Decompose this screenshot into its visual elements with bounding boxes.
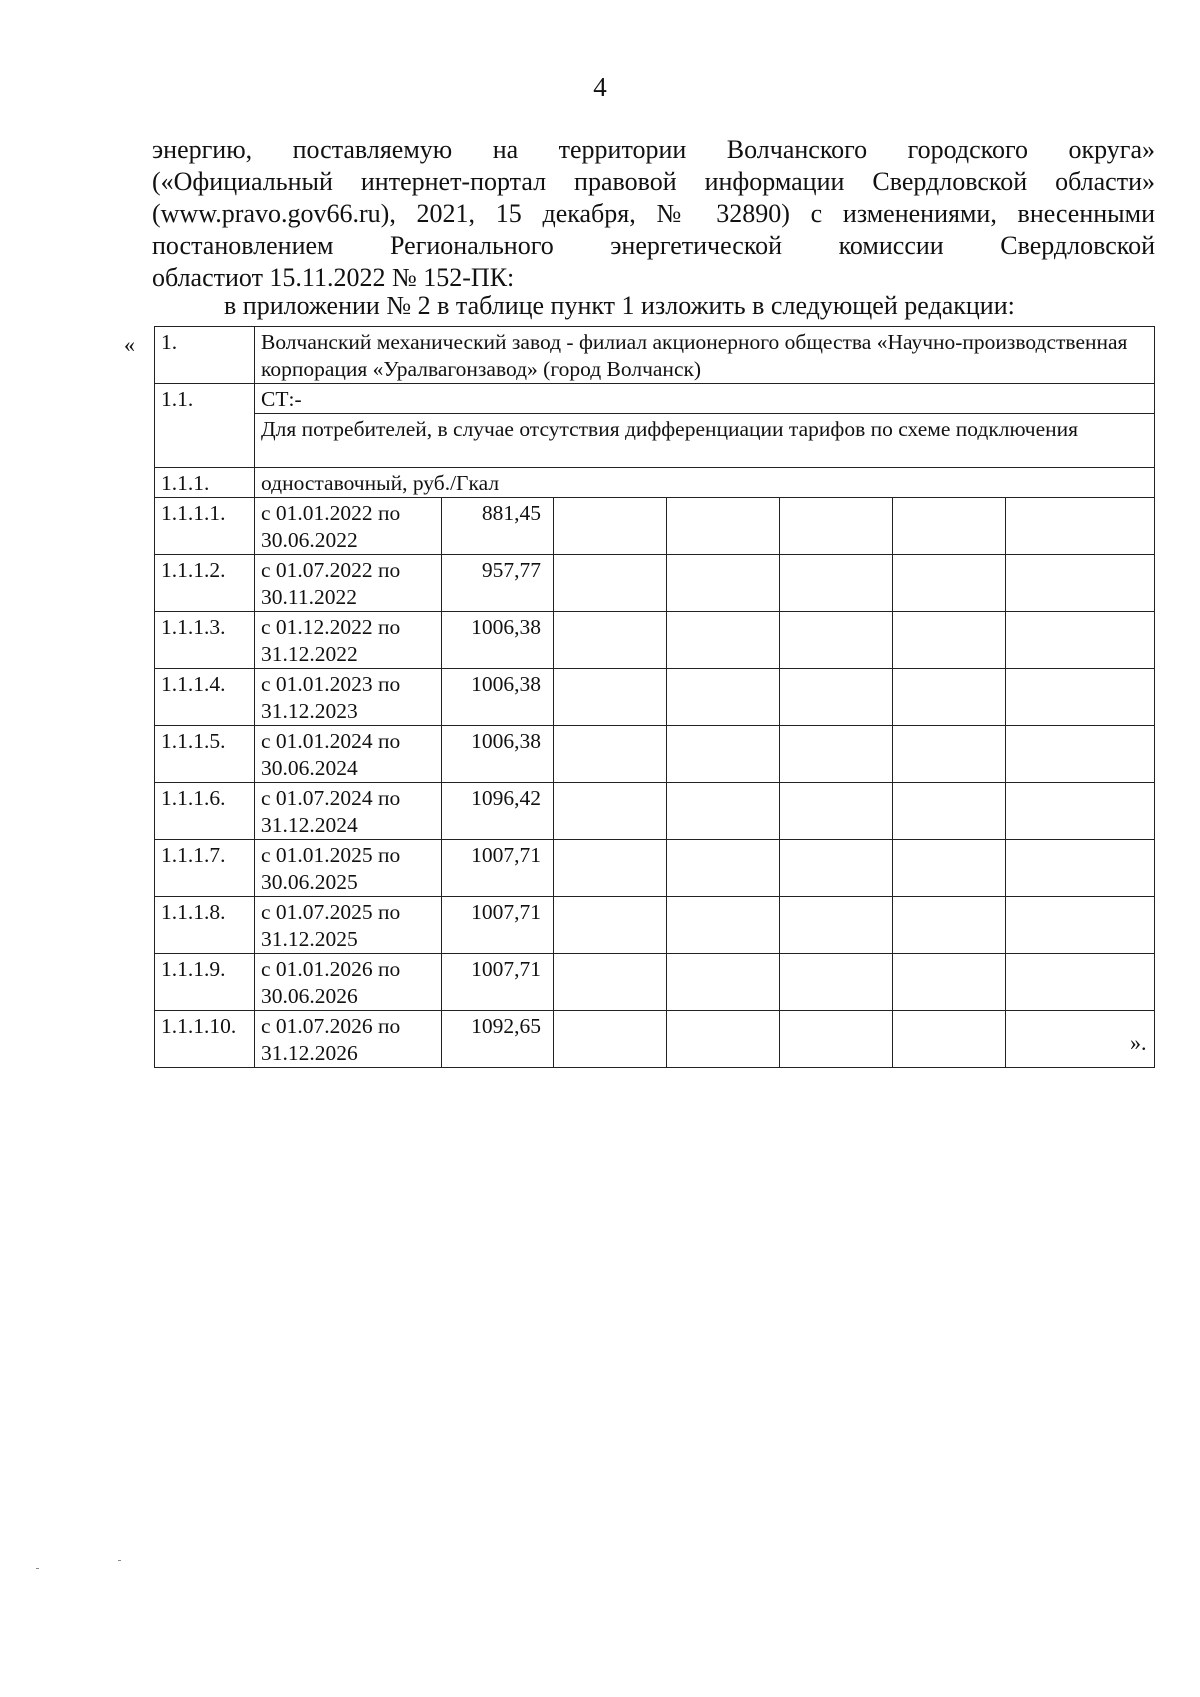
empty-cell <box>1006 669 1155 726</box>
empty-cell <box>667 726 780 783</box>
period-cell: с 01.07.2025 по 31.12.2025 <box>255 897 442 954</box>
empty-cell <box>780 669 893 726</box>
paragraph-line: постановлением Регионального энергетической комиссии Свердловской <box>152 231 1155 260</box>
empty-cell <box>554 669 667 726</box>
value-cell: 1007,71 <box>442 954 554 1011</box>
rate-type: одноставочный, руб./Гкал <box>255 468 1155 498</box>
empty-cell <box>667 897 780 954</box>
tariff-rows <box>155 498 1155 1068</box>
scan-mark <box>118 1560 121 1561</box>
empty-cell <box>667 1011 780 1068</box>
page-number: 4 <box>593 72 607 102</box>
empty-cell <box>1006 840 1155 897</box>
empty-cell <box>554 1011 667 1068</box>
empty-cell <box>1006 612 1155 669</box>
empty-cell <box>554 897 667 954</box>
empty-cell <box>893 897 1006 954</box>
value-cell: 1092,65 <box>442 1011 554 1068</box>
row-number: 1.1.1.4. <box>155 669 255 726</box>
empty-cell <box>780 612 893 669</box>
value-cell: 957,77 <box>442 555 554 612</box>
empty-cell <box>893 1011 1006 1068</box>
row-number: 1.1.1. <box>155 468 255 498</box>
empty-cell <box>1006 954 1155 1011</box>
table-row <box>155 954 1155 1011</box>
empty-cell <box>1006 555 1155 612</box>
period-cell: с 01.07.2022 по 30.11.2022 <box>255 555 442 612</box>
empty-cell <box>554 498 667 555</box>
empty-cell <box>667 612 780 669</box>
empty-cell <box>1006 897 1155 954</box>
empty-cell <box>554 726 667 783</box>
table-row-org <box>155 327 1155 384</box>
empty-cell <box>893 612 1006 669</box>
empty-cell <box>780 555 893 612</box>
row-number: 1.1.1.7. <box>155 840 255 897</box>
empty-cell <box>893 669 1006 726</box>
period-cell: с 01.01.2023 по 31.12.2023 <box>255 669 442 726</box>
paragraph-line: («Официальный интернет-портал правовой информации Свердловской области» <box>152 167 1155 196</box>
value-cell: 1007,71 <box>442 897 554 954</box>
empty-cell <box>893 726 1006 783</box>
period-cell: с 01.07.2024 по 31.12.2024 <box>255 783 442 840</box>
row-number: 1.1.1.9. <box>155 954 255 1011</box>
empty-cell <box>893 555 1006 612</box>
period-cell: с 01.07.2026 по 31.12.2026 <box>255 1011 442 1068</box>
empty-cell <box>1006 498 1155 555</box>
table-row <box>155 783 1155 840</box>
empty-cell <box>893 783 1006 840</box>
value-cell: 1007,71 <box>442 840 554 897</box>
row-number: 1.1.1.6. <box>155 783 255 840</box>
section-label: СТ:- <box>255 384 1155 414</box>
empty-cell <box>554 783 667 840</box>
opening-quote: « <box>124 332 135 357</box>
empty-cell <box>780 840 893 897</box>
value-cell: 1006,38 <box>442 669 554 726</box>
empty-cell <box>667 498 780 555</box>
empty-cell <box>667 783 780 840</box>
empty-cell <box>780 954 893 1011</box>
row-number: 1.1. <box>155 384 255 468</box>
period-cell: с 01.01.2025 по 30.06.2025 <box>255 840 442 897</box>
empty-cell <box>667 669 780 726</box>
table-row-section <box>155 384 1155 414</box>
table-row <box>155 1011 1155 1068</box>
row-number: 1.1.1.8. <box>155 897 255 954</box>
empty-cell <box>1006 783 1155 840</box>
table-row <box>155 840 1155 897</box>
period-cell: с 01.01.2022 по 30.06.2022 <box>255 498 442 555</box>
empty-cell <box>780 498 893 555</box>
empty-cell <box>667 840 780 897</box>
table-row <box>155 555 1155 612</box>
empty-cell <box>667 555 780 612</box>
intro-line: в приложении № 2 в таблице пункт 1 изложить в следующей редакции: <box>224 291 1015 320</box>
body-paragraph <box>152 134 1155 294</box>
empty-cell <box>554 954 667 1011</box>
scan-mark <box>36 1568 39 1569</box>
empty-cell <box>893 954 1006 1011</box>
row-number: 1.1.1.3. <box>155 612 255 669</box>
period-cell: с 01.12.2022 по 31.12.2022 <box>255 612 442 669</box>
paragraph-line: (www.pravo.gov66.ru), 2021, 15 декабря, № 32890) с изменениями, внесенными <box>152 199 1155 228</box>
empty-cell <box>780 897 893 954</box>
empty-cell <box>667 954 780 1011</box>
empty-cell <box>554 555 667 612</box>
value-cell: 1006,38 <box>442 612 554 669</box>
table-row <box>155 726 1155 783</box>
tariff-table <box>154 326 1155 1068</box>
empty-cell <box>780 726 893 783</box>
value-cell: 1006,38 <box>442 726 554 783</box>
row-number: 1.1.1.5. <box>155 726 255 783</box>
table-row <box>155 498 1155 555</box>
consumer-description: Для потребителей, в случае отсутствия дифференциации тарифов по схеме подключения <box>255 414 1155 468</box>
row-number: 1. <box>155 327 255 384</box>
table-row-rate <box>155 468 1155 498</box>
paragraph-line: областиот 15.11.2022 № 152-ПК: <box>152 263 515 292</box>
organization-name: Волчанский механический завод - филиал акционерного общества «Научно-производственная корпорация «Уралвагонзавод» (город Волчанск) <box>255 327 1155 384</box>
empty-cell <box>554 612 667 669</box>
empty-cell <box>893 840 1006 897</box>
table-row <box>155 669 1155 726</box>
value-cell: 881,45 <box>442 498 554 555</box>
period-cell: с 01.01.2024 по 30.06.2024 <box>255 726 442 783</box>
period-cell: с 01.01.2026 по 30.06.2026 <box>255 954 442 1011</box>
value-cell: 1096,42 <box>442 783 554 840</box>
row-number: 1.1.1.10. <box>155 1011 255 1068</box>
closing-quote: ». <box>1130 1030 1147 1055</box>
empty-cell <box>554 840 667 897</box>
empty-cell <box>1006 726 1155 783</box>
empty-cell <box>893 498 1006 555</box>
row-number: 1.1.1.2. <box>155 555 255 612</box>
table-row <box>155 612 1155 669</box>
empty-cell <box>780 783 893 840</box>
paragraph-line: энергию, поставляемую на территории Волчанского городского округа» <box>152 135 1155 164</box>
table-row <box>155 897 1155 954</box>
table-row-consumer <box>155 414 1155 468</box>
row-number: 1.1.1.1. <box>155 498 255 555</box>
empty-cell <box>780 1011 893 1068</box>
